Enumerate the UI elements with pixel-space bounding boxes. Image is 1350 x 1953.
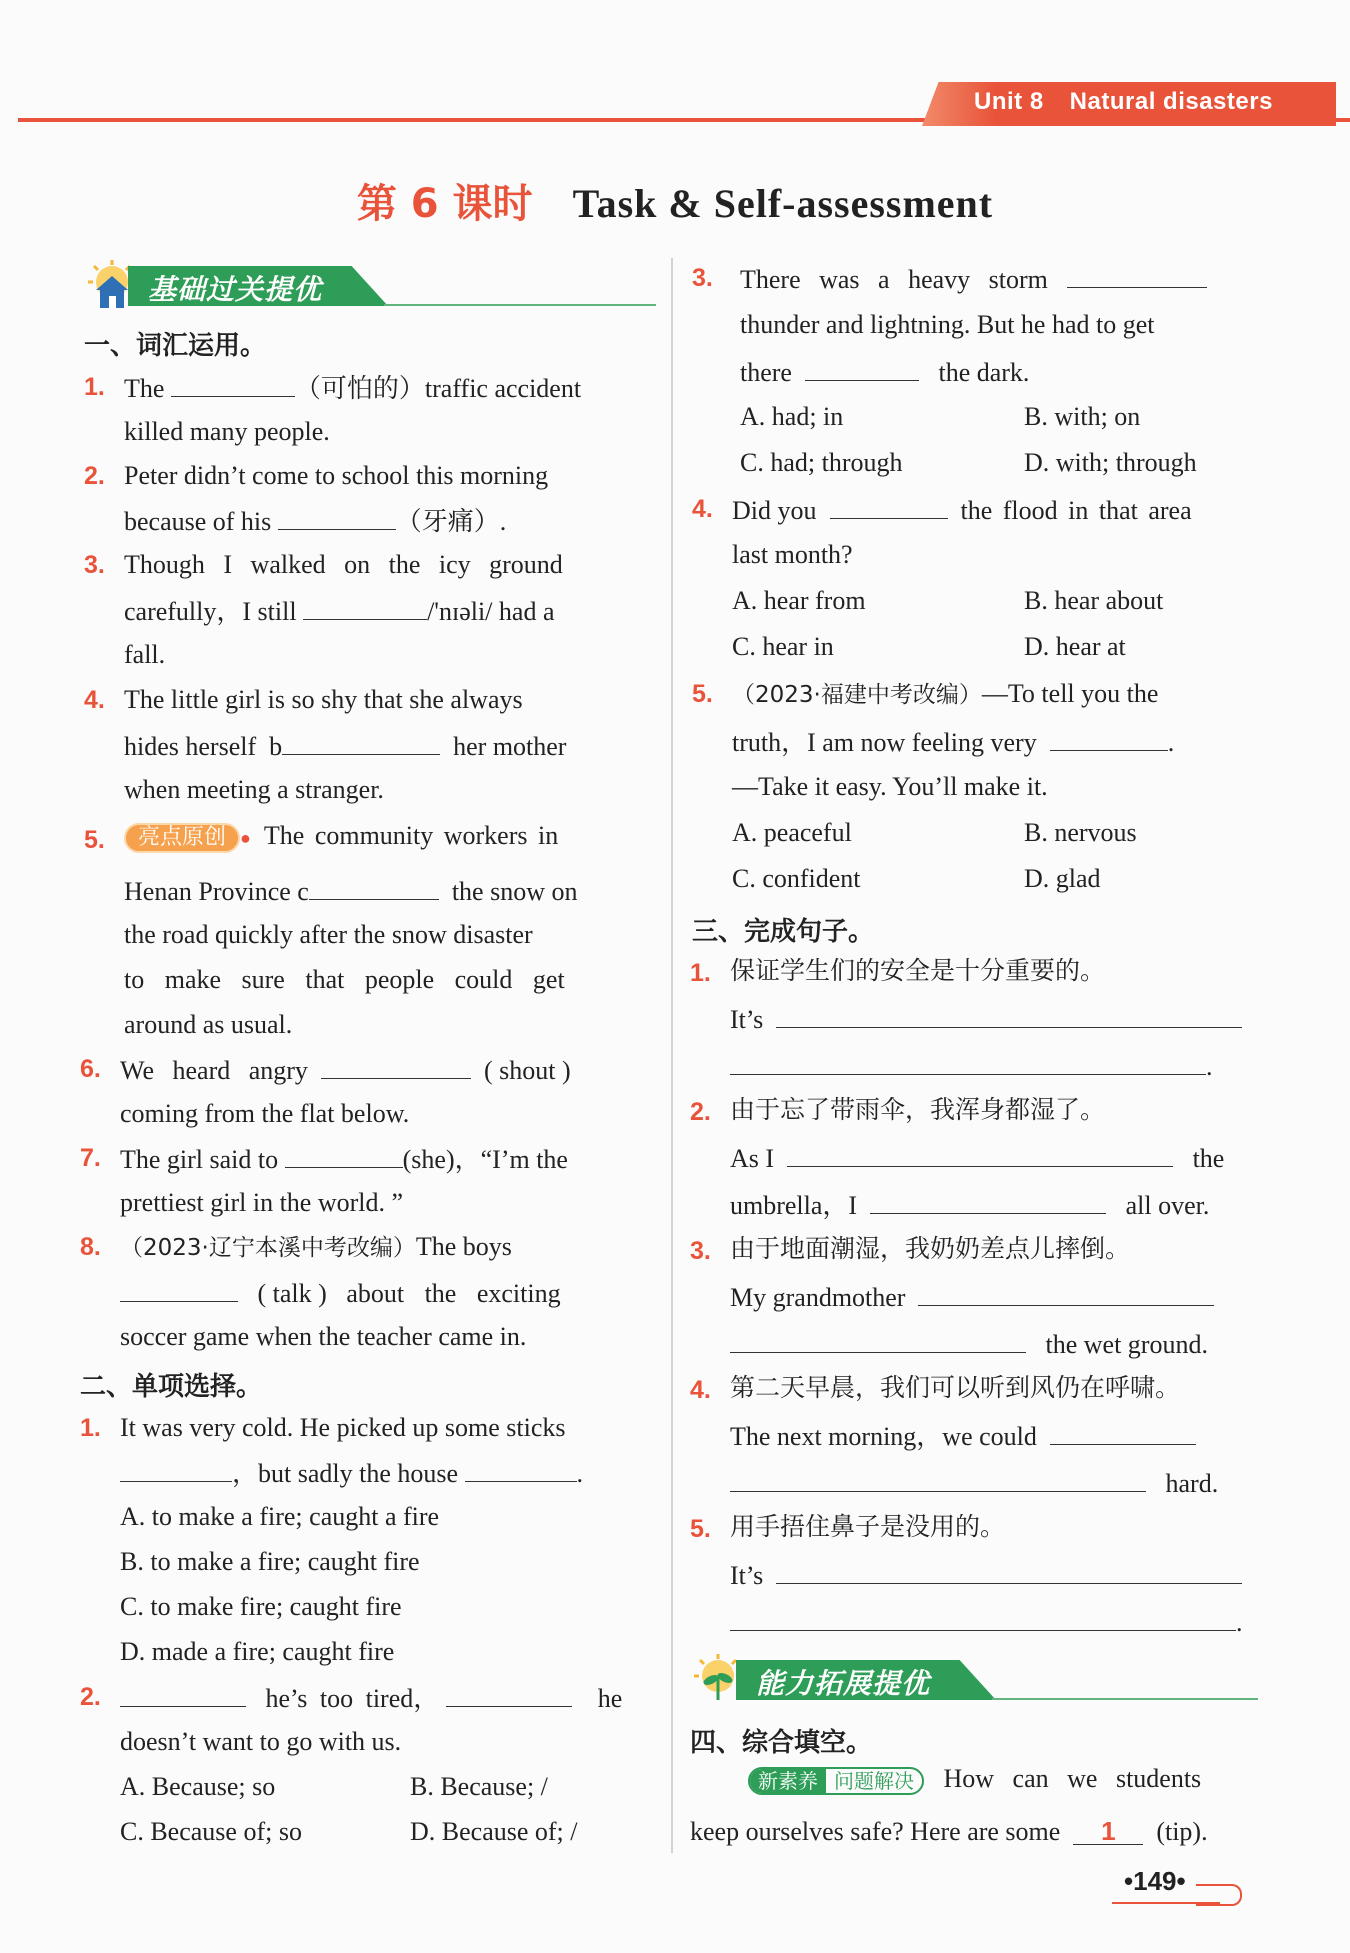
question-number: 1.	[80, 1414, 101, 1442]
question-text: thunder and lightning. But he had to get	[740, 310, 1155, 339]
question-text: The （可怕的）traffic accident	[124, 374, 582, 403]
literacy-badge: 新素养 问题解决	[748, 1767, 924, 1795]
question-text: killed many people.	[124, 417, 330, 446]
option-d[interactable]: D. hear at	[1024, 632, 1126, 661]
question-text: （2023·辽宁本溪中考改编）The boys	[120, 1232, 512, 1261]
question-number: 5.	[84, 826, 105, 854]
answer-blank[interactable]	[303, 597, 427, 620]
question-text: As I the	[730, 1144, 1225, 1173]
question-text: The next morning，we could	[730, 1422, 1196, 1450]
answer-blank[interactable]	[1050, 1422, 1196, 1445]
question-text: when meeting a stranger.	[124, 775, 384, 804]
question-text: —Take it easy. You’ll make it.	[732, 772, 1048, 801]
chinese-sentence: 由于地面潮湿，我奶奶差点儿摔倒。	[730, 1234, 1131, 1263]
answer-blank[interactable]	[282, 732, 440, 755]
option-a[interactable]: A. Because; so	[120, 1772, 276, 1801]
answer-blank[interactable]	[918, 1283, 1214, 1306]
question-text: It’s	[730, 1005, 1242, 1033]
part2-heading: 二、单项选择。	[80, 1372, 263, 1402]
question-text: the wet ground.	[730, 1330, 1208, 1358]
question-number: 8.	[80, 1233, 101, 1261]
answer-blank[interactable]	[1067, 265, 1207, 288]
option-c[interactable]: C. had; through	[740, 448, 903, 477]
question-text: .	[730, 1052, 1213, 1080]
question-number: 3.	[690, 1237, 711, 1265]
section-banner-basic	[84, 258, 656, 310]
answer-blank-1[interactable]: 1	[1073, 1818, 1143, 1845]
answer-blank[interactable]	[171, 374, 295, 397]
answer-blank[interactable]	[285, 1145, 403, 1168]
answer-blank[interactable]	[1050, 728, 1168, 751]
question-text: around as usual.	[124, 1010, 293, 1039]
option-b[interactable]: B. to make a fire; caught fire	[120, 1547, 420, 1576]
question-text: .	[730, 1608, 1243, 1636]
answer-blank[interactable]	[321, 1056, 471, 1079]
question-text: My grandmother	[730, 1283, 1214, 1311]
question-text: ( talk ) about the exciting	[120, 1279, 561, 1307]
question-number: 4.	[692, 495, 713, 523]
unit-label: Unit 8 Natural disasters	[974, 88, 1273, 115]
option-b[interactable]: B. Because; /	[410, 1772, 548, 1801]
question-text: soccer game when the teacher came in.	[120, 1322, 527, 1351]
question-text: doesn’t want to go with us.	[120, 1727, 402, 1756]
answer-blank[interactable]	[120, 1459, 232, 1482]
question-number: 3.	[84, 551, 105, 579]
question-text: 亮点原创 ● The community workers in	[124, 823, 558, 853]
answer-blank[interactable]	[309, 877, 439, 900]
question-text: the road quickly after the snow disaster	[124, 920, 533, 949]
question-number: 7.	[80, 1144, 101, 1172]
question-number: 6.	[80, 1055, 101, 1083]
answer-blank[interactable]	[805, 358, 919, 381]
option-a[interactable]: A. to make a fire; caught a fire	[120, 1502, 440, 1531]
question-text: coming from the flat below.	[120, 1099, 410, 1128]
question-number: 5.	[692, 680, 713, 708]
question-text: because of his （牙痛）.	[124, 507, 507, 536]
answer-blank[interactable]	[120, 1279, 238, 1302]
option-d[interactable]: D. Because of; /	[410, 1817, 578, 1846]
question-text: 新素养 问题解决 How can we students	[748, 1766, 1201, 1795]
option-d[interactable]: D. with; through	[1024, 448, 1197, 477]
question-text: Peter didn’t come to school this morning	[124, 461, 549, 490]
chinese-sentence: 保证学生们的安全是十分重要的。	[730, 956, 1106, 985]
answer-blank[interactable]	[730, 1469, 1146, 1492]
lesson-number: 第 6 课时	[356, 181, 533, 227]
question-text: he’s too tired， he	[120, 1684, 622, 1712]
option-c[interactable]: C. to make fire; caught fire	[120, 1592, 402, 1621]
answer-blank[interactable]	[465, 1459, 577, 1482]
question-text: Did you the flood in that area	[732, 496, 1192, 525]
question-text: keep ourselves safe? Here are some 1 (tip).	[690, 1816, 1208, 1846]
question-text: Henan Province c the snow on	[124, 877, 578, 906]
question-number: 2.	[690, 1098, 711, 1126]
question-text: last month?	[732, 540, 853, 569]
option-b[interactable]: B. with; on	[1024, 402, 1141, 431]
option-c[interactable]: C. hear in	[732, 632, 834, 661]
answer-blank[interactable]	[446, 1684, 572, 1707]
original-badge: 亮点原创	[124, 823, 240, 853]
answer-blank[interactable]	[830, 496, 948, 519]
question-text: （2023·福建中考改编）—To tell you the	[732, 679, 1159, 708]
question-number: 2.	[80, 1683, 101, 1711]
question-number: 2.	[84, 462, 105, 490]
question-number: 1.	[690, 959, 711, 987]
option-d[interactable]: D. glad	[1024, 864, 1101, 893]
page-curl-icon	[1196, 1884, 1242, 1906]
chinese-sentence: 第二天早晨，我们可以听到风仍在呼啸。	[730, 1373, 1181, 1402]
option-b[interactable]: B. nervous	[1024, 818, 1137, 847]
option-d[interactable]: D. made a fire; caught fire	[120, 1637, 395, 1666]
question-text: It’s	[730, 1561, 1242, 1589]
question-text: The girl said to (she)，“I’m the	[120, 1145, 568, 1174]
lesson-title	[0, 172, 1350, 229]
question-text: hides herself b her mother	[124, 732, 567, 761]
question-number: 4.	[84, 686, 105, 714]
question-text: umbrella，I all over.	[730, 1191, 1210, 1220]
answer-blank[interactable]	[776, 1561, 1242, 1584]
answer-blank[interactable]	[730, 1052, 1206, 1075]
option-a[interactable]: A. hear from	[732, 586, 866, 615]
question-text: carefully，I still /'nɪəli/ had a	[124, 597, 555, 626]
question-text: to make sure that people could get	[124, 965, 565, 994]
answer-blank[interactable]	[730, 1608, 1236, 1631]
answer-blank[interactable]	[787, 1144, 1173, 1167]
question-text: there the dark.	[740, 358, 1030, 387]
section-banner-advanced	[692, 1652, 1258, 1704]
part3-heading: 三、完成句子。	[692, 917, 875, 947]
question-number: 4.	[690, 1376, 711, 1404]
answer-blank[interactable]	[776, 1005, 1242, 1028]
chinese-sentence: 由于忘了带雨伞，我浑身都湿了。	[730, 1095, 1106, 1124]
question-text: It was very cold. He picked up some sticks	[120, 1413, 566, 1442]
question-number: 5.	[690, 1515, 711, 1543]
page-number: •149•	[1124, 1866, 1186, 1896]
answer-blank[interactable]	[120, 1684, 246, 1707]
question-text: The little girl is so shy that she always	[124, 685, 523, 714]
option-c[interactable]: C. Because of; so	[120, 1817, 302, 1846]
option-a[interactable]: A. had; in	[740, 402, 844, 431]
question-text: prettiest girl in the world. ”	[120, 1188, 404, 1217]
answer-blank[interactable]	[730, 1330, 1026, 1353]
question-text: hard.	[730, 1469, 1218, 1497]
question-number: 1.	[84, 373, 105, 401]
question-number: 3.	[692, 264, 713, 292]
answer-blank[interactable]	[870, 1191, 1106, 1214]
question-text: Though I walked on the icy ground	[124, 550, 563, 579]
option-a[interactable]: A. peaceful	[732, 818, 852, 847]
question-text: We heard angry ( shout )	[120, 1056, 571, 1085]
section-title-basic: 基础过关提优	[148, 273, 323, 306]
option-b[interactable]: B. hear about	[1024, 586, 1164, 615]
question-text: fall.	[124, 640, 166, 669]
answer-blank[interactable]	[278, 507, 396, 530]
column-divider	[671, 258, 673, 1853]
question-text: truth，I am now feeling very .	[732, 728, 1175, 757]
part1-heading: 一、词汇运用。	[84, 331, 267, 361]
option-c[interactable]: C. confident	[732, 864, 861, 893]
chinese-sentence: 用手捂住鼻子是没用的。	[730, 1512, 1006, 1541]
question-text: There was a heavy storm	[740, 265, 1207, 293]
part4-heading: 四、综合填空。	[690, 1728, 873, 1758]
question-text: ，but sadly the house .	[120, 1459, 583, 1487]
lesson-name: Task & Self-assessment	[572, 181, 994, 226]
section-title-advanced: 能力拓展提优	[756, 1667, 931, 1700]
